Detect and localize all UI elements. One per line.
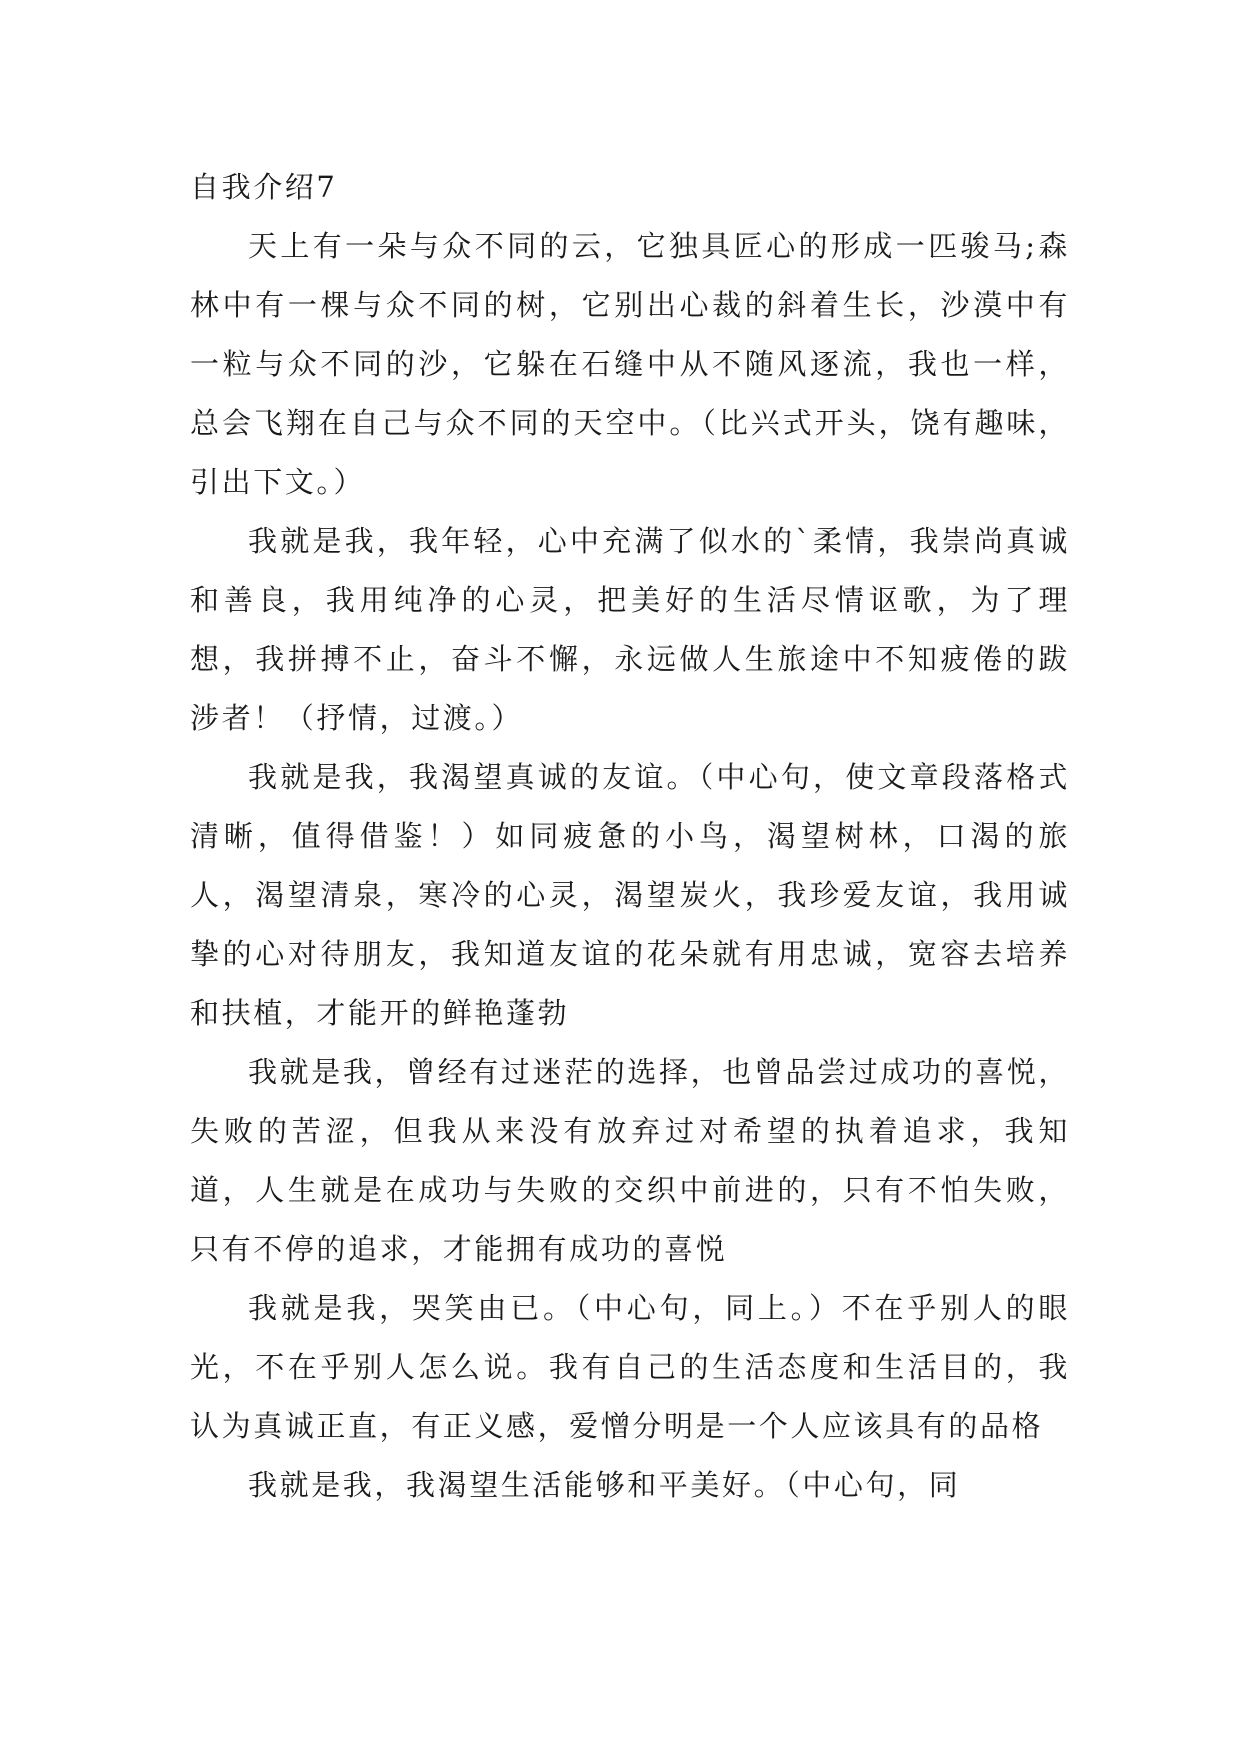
paragraph-1: 天上有一朵与众不同的云，它独具匠心的形成一匹骏马;森林中有一棵与众不同的树，它别出心裁的斜着生长，沙漠中有一粒与众不同的沙，它躲在石缝中从不随风逐流，我也一样，总会飞翔在自己与众不同的天空中。（比兴式开头，饶有趣味，引出下文。）	[190, 229, 1070, 499]
document-title: 自我介绍7	[190, 170, 338, 204]
paragraph-4: 我就是我，曾经有过迷茫的选择，也曾品尝过成功的喜悦，失败的苦涩，但我从来没有放弃过对希望的执着追求，我知道，人生就是在成功与失败的交织中前进的，只有不怕失败，只有不停的追求，才能拥有成功的喜悦	[190, 1055, 1070, 1266]
paragraph-2: 我就是我，我年轻，心中充满了似水的`柔情，我崇尚真诚和善良，我用纯净的心灵，把美好的生活尽情讴歌，为了理想，我拼搏不止，奋斗不懈，永远做人生旅途中不知疲倦的跋涉者！（抒情，过渡。）	[190, 524, 1070, 735]
document-page	[190, 158, 1070, 1515]
paragraph-6: 我就是我，我渴望生活能够和平美好。（中心句，同	[248, 1468, 961, 1502]
paragraph-3: 我就是我，我渴望真诚的友谊。（中心句，使文章段落格式清晰，值得借鉴！）如同疲惫的小鸟，渴望树林，口渴的旅人，渴望清泉，寒冷的心灵，渴望炭火，我珍爱友谊，我用诚挚的心对待朋友，我知道友谊的花朵就有用忠诚，宽容去培养和扶植，才能开的鲜艳蓬勃	[190, 760, 1070, 1030]
paragraph-5: 我就是我，哭笑由已。（中心句，同上。）不在乎别人的眼光，不在乎别人怎么说。我有自己的生活态度和生活目的，我认为真诚正直，有正义感，爱憎分明是一个人应该具有的品格	[190, 1291, 1070, 1443]
